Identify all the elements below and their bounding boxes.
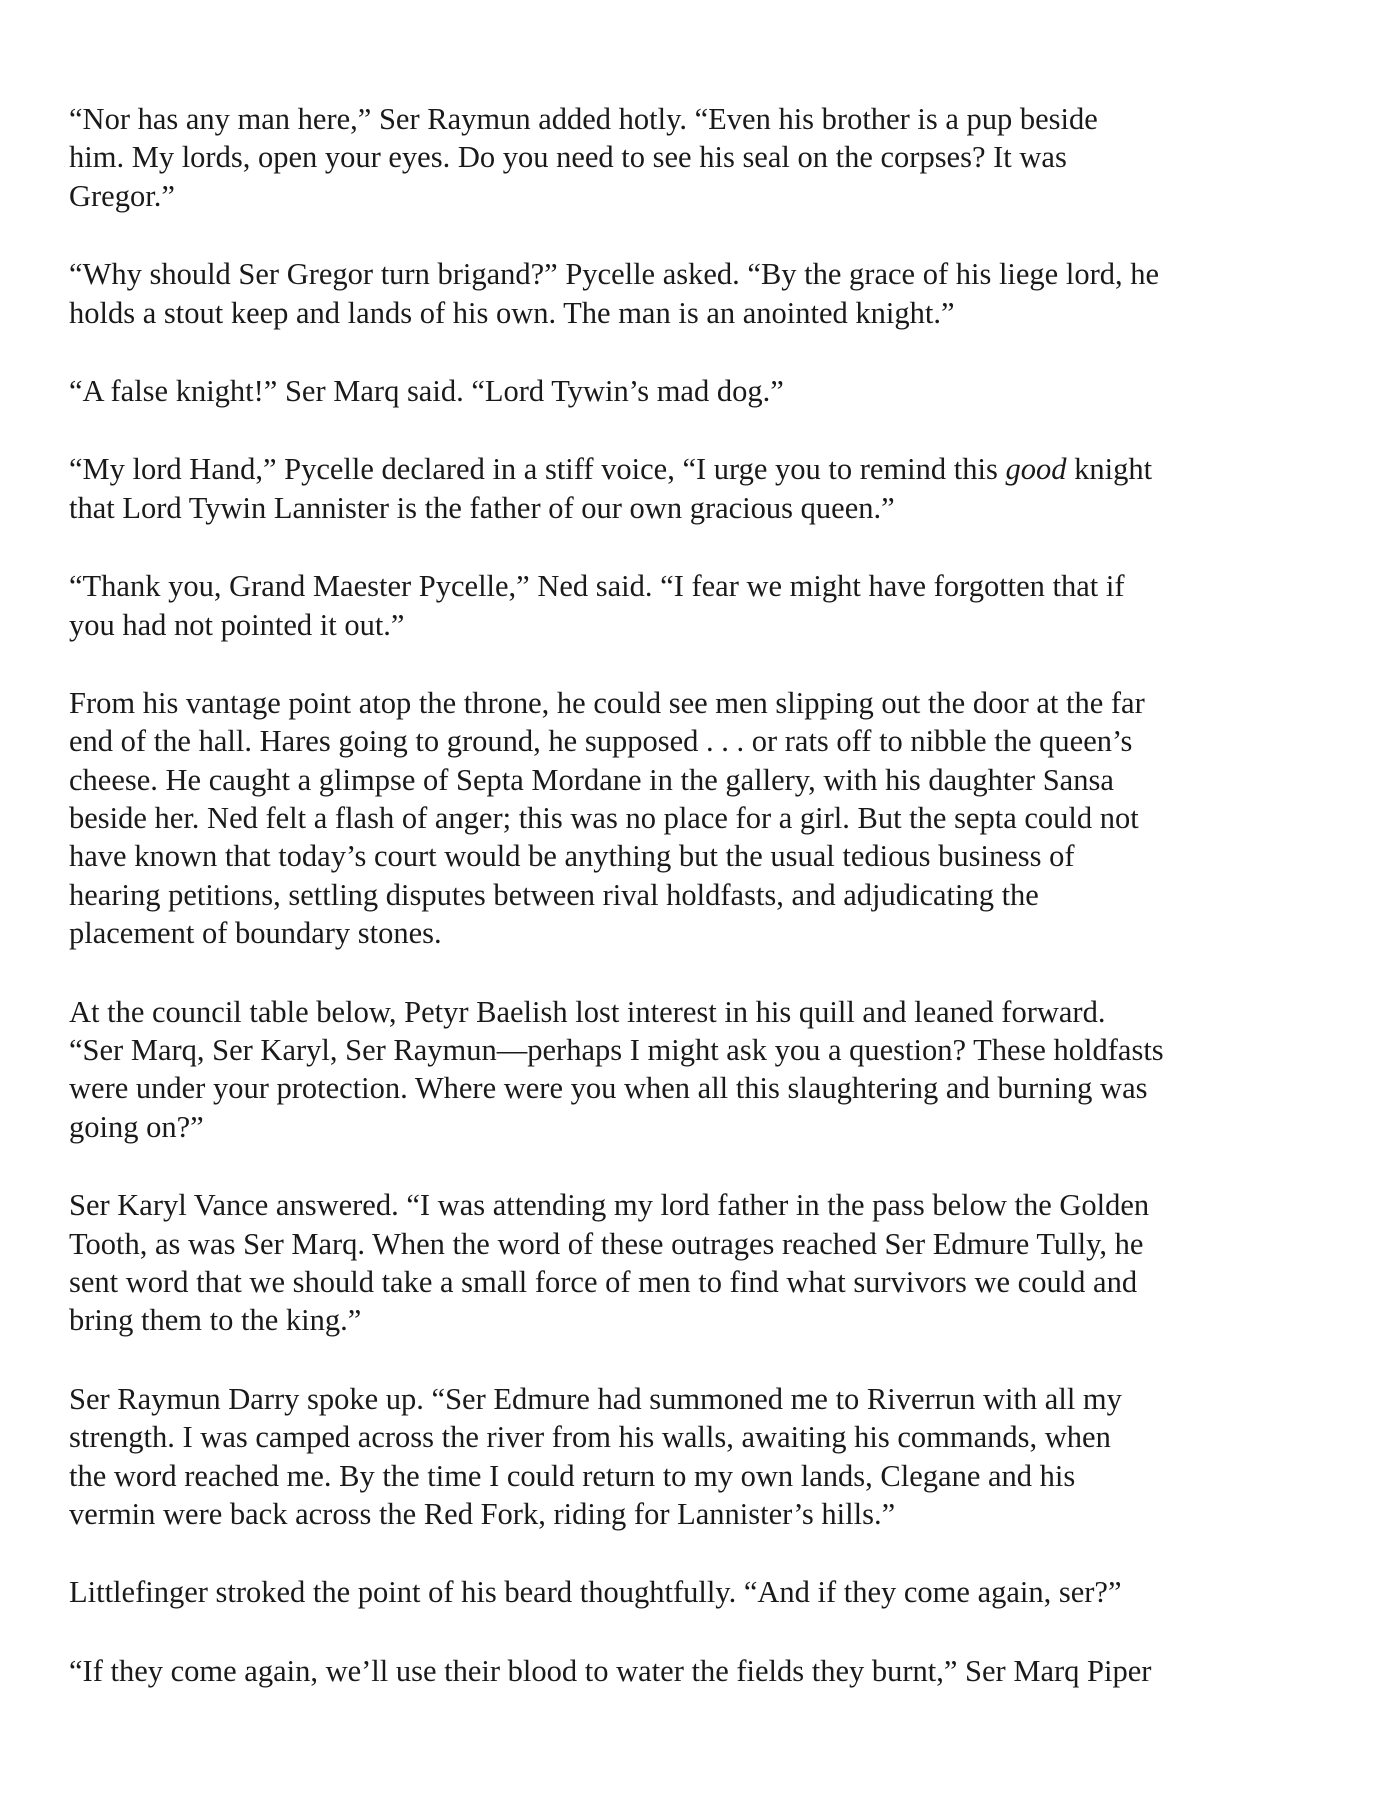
text-line: Littlefinger stroked the point of his beard thoughtfully. “And if they come again, ser?” bbox=[69, 1575, 1122, 1610]
paragraph-5 bbox=[69, 567, 1349, 644]
text-line: “Why should Ser Gregor turn brigand?” Pycelle asked. “By the grace of his liege lord, he bbox=[69, 257, 1160, 292]
text-line: that Lord Tywin Lannister is the father of our own gracious queen.” bbox=[69, 490, 895, 525]
paragraph-6 bbox=[69, 684, 1349, 953]
text-line: placement of boundary stones. bbox=[69, 916, 442, 951]
text-line: Ser Karyl Vance answered. “I was attending my lord father in the pass below the Golden bbox=[69, 1188, 1150, 1223]
paragraph-8 bbox=[69, 1186, 1349, 1340]
text-line: him. My lords, open your eyes. Do you need to see his seal on the corpses? It was bbox=[69, 140, 1067, 175]
text-line: At the council table below, Petyr Baelish lost interest in his quill and leaned forward. bbox=[69, 994, 1106, 1029]
text-line: hearing petitions, settling disputes between rival holdfasts, and adjudicating the bbox=[69, 877, 1039, 912]
text-line: “Thank you, Grand Maester Pycelle,” Ned said. “I fear we might have forgotten that if bbox=[69, 569, 1125, 604]
text-line: cheese. He caught a glimpse of Septa Mordane in the gallery, with his daughter Sansa bbox=[69, 762, 1114, 797]
text-line: you had not pointed it out.” bbox=[69, 607, 405, 642]
document-page bbox=[69, 100, 1349, 1730]
text-line: have known that today’s court would be anything but the usual tedious business of bbox=[69, 839, 1075, 874]
text-line bbox=[69, 450, 1349, 488]
text-line: beside her. Ned felt a flash of anger; this was no place for a girl. But the septa could not bbox=[69, 801, 1139, 836]
text-run: knight bbox=[1066, 452, 1153, 487]
text-line: were under your protection. Where were you when all this slaughtering and burning was bbox=[69, 1071, 1148, 1106]
paragraph-9 bbox=[69, 1380, 1349, 1534]
text-line: end of the hall. Hares going to ground, he supposed . . . or rats off to nibble the queen’s bbox=[69, 724, 1133, 759]
text-line: the word reached me. By the time I could return to my own lands, Clegane and his bbox=[69, 1458, 1076, 1493]
paragraph-2 bbox=[69, 255, 1349, 332]
text-line: holds a stout keep and lands of his own. The man is an anointed knight.” bbox=[69, 295, 955, 330]
text-line: going on?” bbox=[69, 1109, 204, 1144]
text-line: vermin were back across the Red Fork, riding for Lannister’s hills.” bbox=[69, 1496, 896, 1531]
paragraph-4 bbox=[69, 450, 1349, 527]
paragraph-10 bbox=[69, 1573, 1349, 1611]
text-line: Tooth, as was Ser Marq. When the word of these outrages reached Ser Edmure Tully, he bbox=[69, 1226, 1144, 1261]
emphasized-word: good bbox=[1005, 452, 1067, 487]
paragraph-11 bbox=[69, 1652, 1349, 1690]
text-line: bring them to the king.” bbox=[69, 1303, 362, 1338]
paragraph-1 bbox=[69, 100, 1349, 215]
text-line: “Ser Marq, Ser Karyl, Ser Raymun—perhaps I might ask you a question? These holdfasts bbox=[69, 1033, 1164, 1068]
paragraph-7 bbox=[69, 993, 1349, 1147]
text-line: Gregor.” bbox=[69, 178, 175, 213]
text-line: sent word that we should take a small force of men to find what survivors we could and bbox=[69, 1264, 1138, 1299]
text-line: “Nor has any man here,” Ser Raymun added hotly. “Even his brother is a pup beside bbox=[69, 102, 1098, 136]
text-line: From his vantage point atop the throne, he could see men slipping out the door at the far bbox=[69, 685, 1145, 720]
text-line: strength. I was camped across the river from his walls, awaiting his commands, when bbox=[69, 1420, 1111, 1455]
text-line: “A false knight!” Ser Marq said. “Lord Tywin’s mad dog.” bbox=[69, 373, 784, 408]
paragraph-3 bbox=[69, 372, 1349, 410]
text-run: “My lord Hand,” Pycelle declared in a stiff voice, “I urge you to remind this bbox=[69, 452, 1006, 487]
text-line: “If they come again, we’ll use their blood to water the fields they burnt,” Ser Marq Piper bbox=[69, 1653, 1152, 1688]
text-line: Ser Raymun Darry spoke up. “Ser Edmure had summoned me to Riverrun with all my bbox=[69, 1381, 1122, 1416]
